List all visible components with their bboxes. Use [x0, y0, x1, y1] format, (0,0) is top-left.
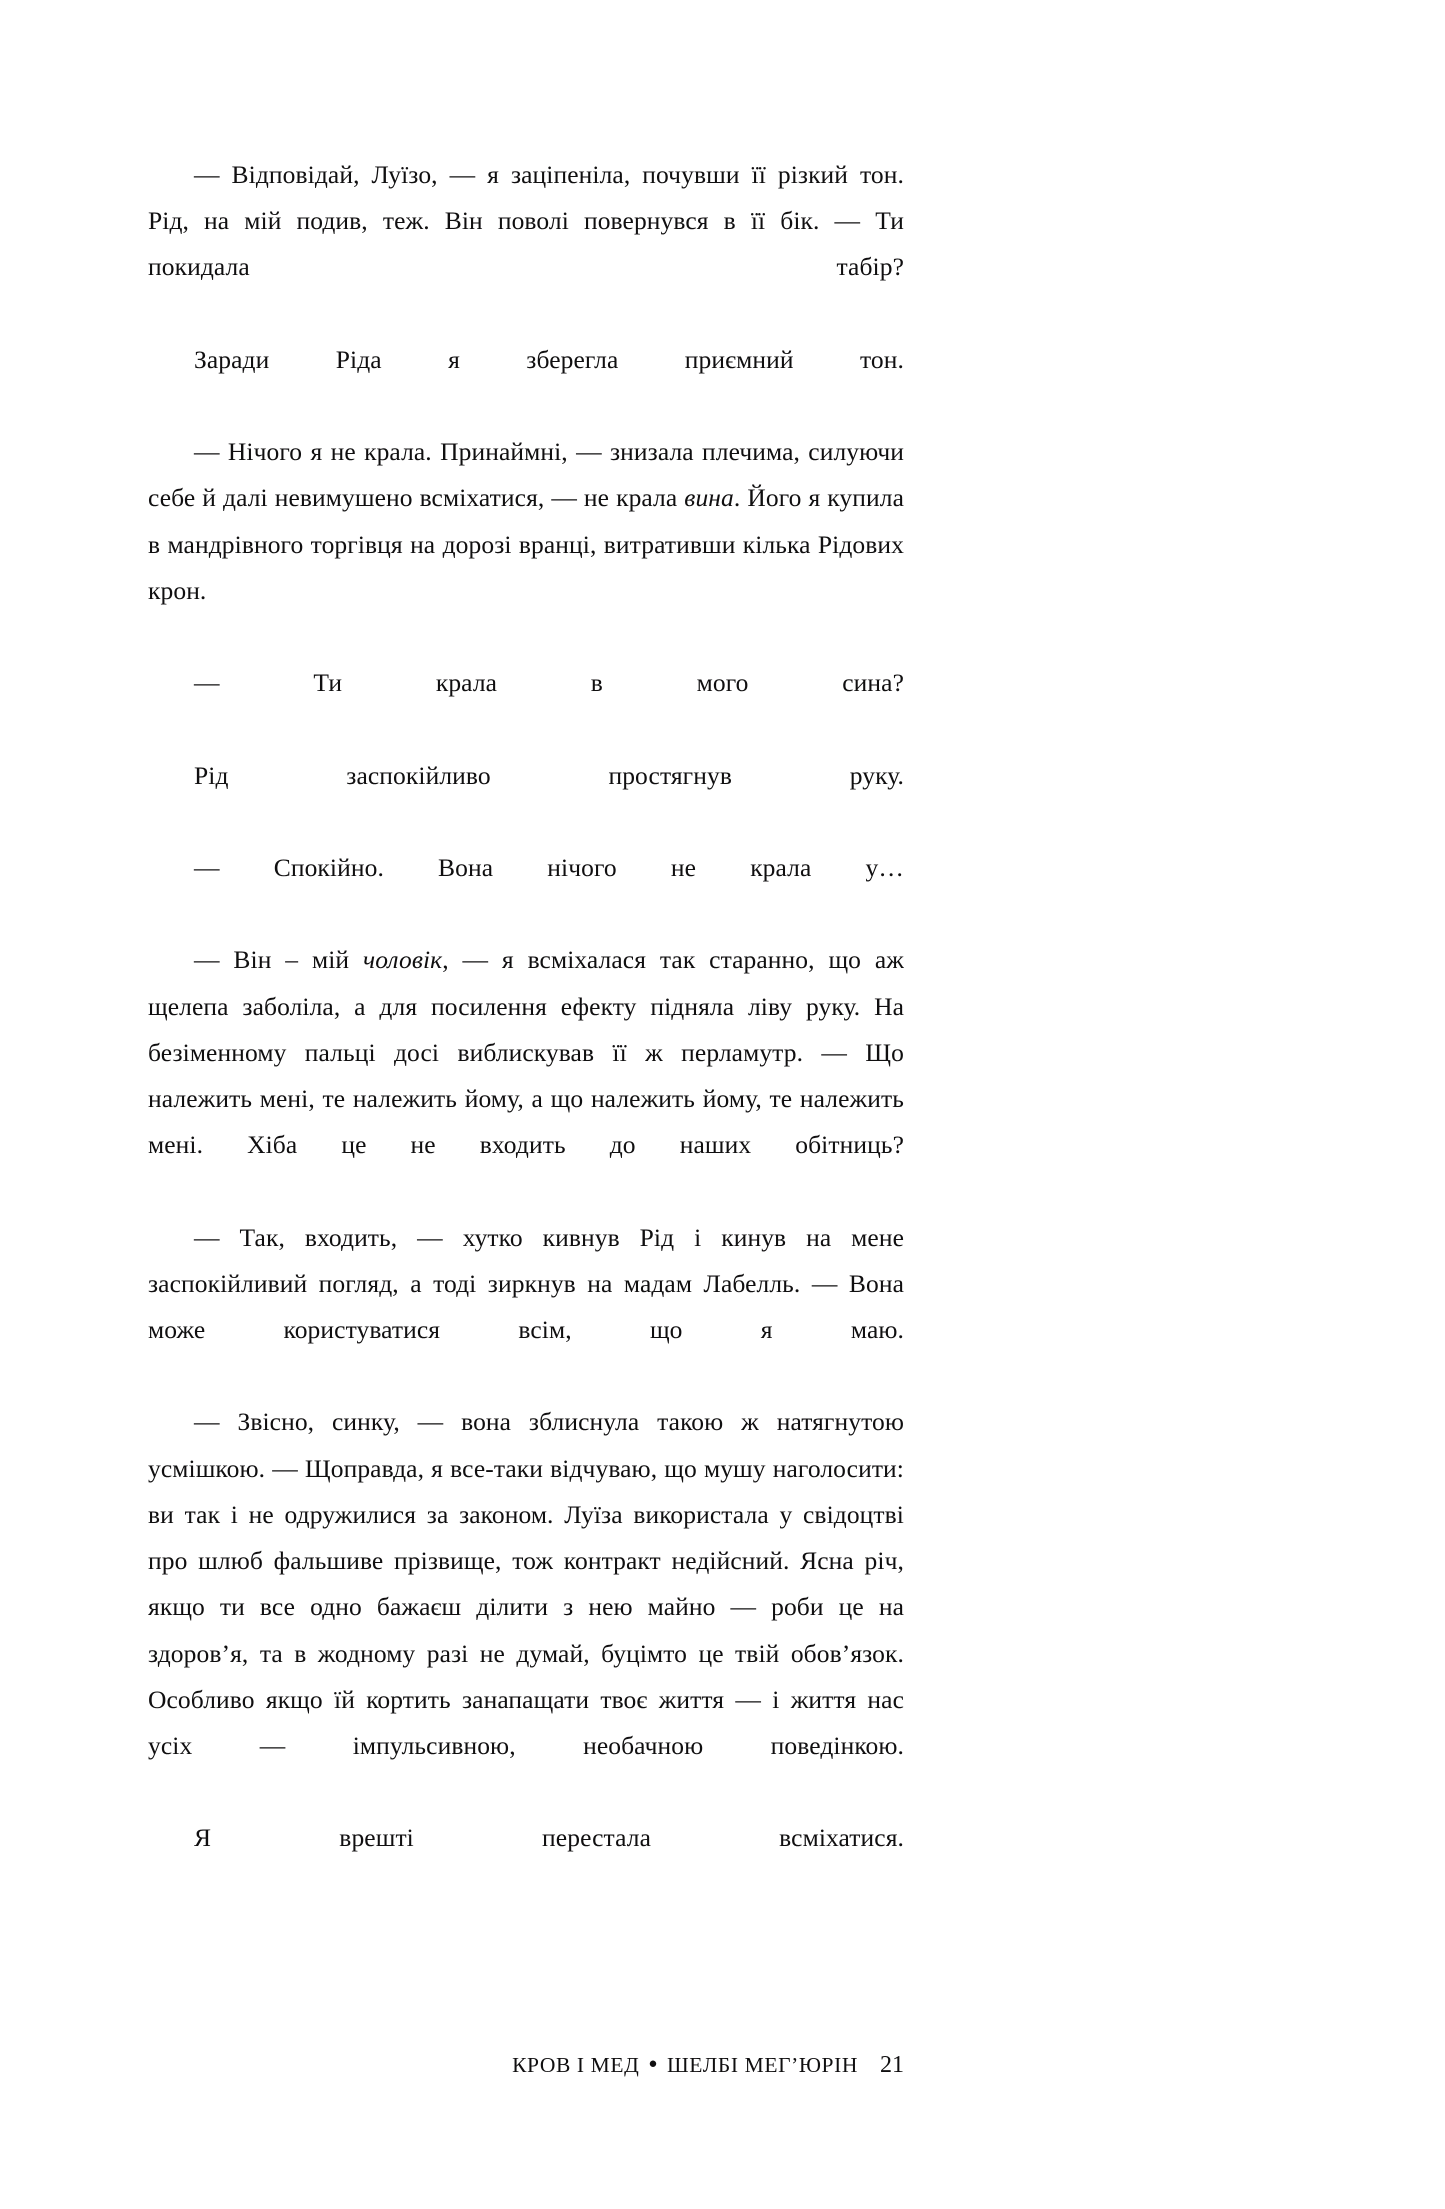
body-paragraph	[148, 1815, 904, 1907]
paragraph-text: — Звісно, синку, — вона зблиснула такою ж натягнутою усмішкою. — Щоправда, я все-таки відчуваю, що мушу наголосити: ви так і не одружилися за законом. Луїза використала у свідоцтві про шлюб фальшиве прізвище, тож контракт недійсний. Ясна річ, якщо ти все одно бажаєш ділити з нею майно — роби це на здоров’я, та в жодному разі не думай, буцімто це твій обов’язок. Особливо якщо їй кортить занапащати твоє життя — і життя нас усіх — імпульсивною, необачною поведінкою.	[148, 1407, 904, 1760]
page-number: 21	[880, 2052, 904, 2078]
paragraph-text-continued: . Його я купила в мандрівного торгівця на дорозі вранці, витративши кілька Рідових крон.	[148, 483, 904, 605]
paragraph-text: — Ти крала в мого сина?	[194, 668, 904, 698]
body-paragraph	[148, 660, 904, 752]
paragraph-text: — Він – мій	[194, 945, 363, 975]
body-paragraph	[148, 845, 904, 937]
running-foot	[148, 2052, 904, 2079]
paragraph-text: — Спокійно. Вона нічого не крала у…	[194, 853, 904, 883]
running-foot-author: ШЕЛБІ МЕГ’ЮРІН	[667, 2053, 858, 2077]
paragraph-text: Я врешті перестала всміхатися.	[194, 1823, 904, 1853]
body-paragraph	[148, 937, 904, 1214]
paragraph-text: Заради Ріда я зберегла приємний тон.	[194, 344, 904, 374]
running-foot-separator-icon: ●	[648, 2056, 659, 2072]
paragraph-text: Рід заспокійливо простягнув руку.	[194, 760, 904, 790]
body-paragraph	[148, 1215, 904, 1400]
body-paragraph	[148, 337, 904, 429]
running-foot-title: КРОВ І МЕД	[512, 2053, 640, 2077]
body-paragraph	[148, 1399, 904, 1815]
body-paragraph	[148, 152, 904, 337]
page-text-block	[148, 152, 904, 1908]
paragraph-text-continued: , — я всміхалася так старанно, що аж щелепа заболіла, а для посилення ефекту підняла ліву руку. На безіменному пальці досі виблискував її ж перламутр. — Що належить мені, те належить йому, а що належить йому, те належить мені. Хіба це не входить до наших обітниць?	[148, 945, 904, 1160]
emphasized-word: чоловік	[362, 945, 443, 975]
paragraph-text: — Нічого я не крала. Принаймні, — знизала плечима, силуючи себе й далі невимушено всміхатися, — не крала	[148, 437, 904, 513]
body-paragraph	[148, 753, 904, 845]
body-paragraph	[148, 429, 904, 660]
paragraph-text: — Так, входить, — хутко кивнув Рід і кинув на мене заспокійливий погляд, а тоді зиркнув на мадам Лабелль. — Вона може користуватися всім, що я маю.	[148, 1222, 904, 1345]
emphasized-word: вина	[684, 483, 734, 513]
paragraph-text: — Відповідай, Луїзо, — я заціпеніла, почувши її різкий тон. Рід, на мій подив, теж. Він поволі повернувся в її бік. — Ти покидала табір?	[148, 160, 904, 282]
